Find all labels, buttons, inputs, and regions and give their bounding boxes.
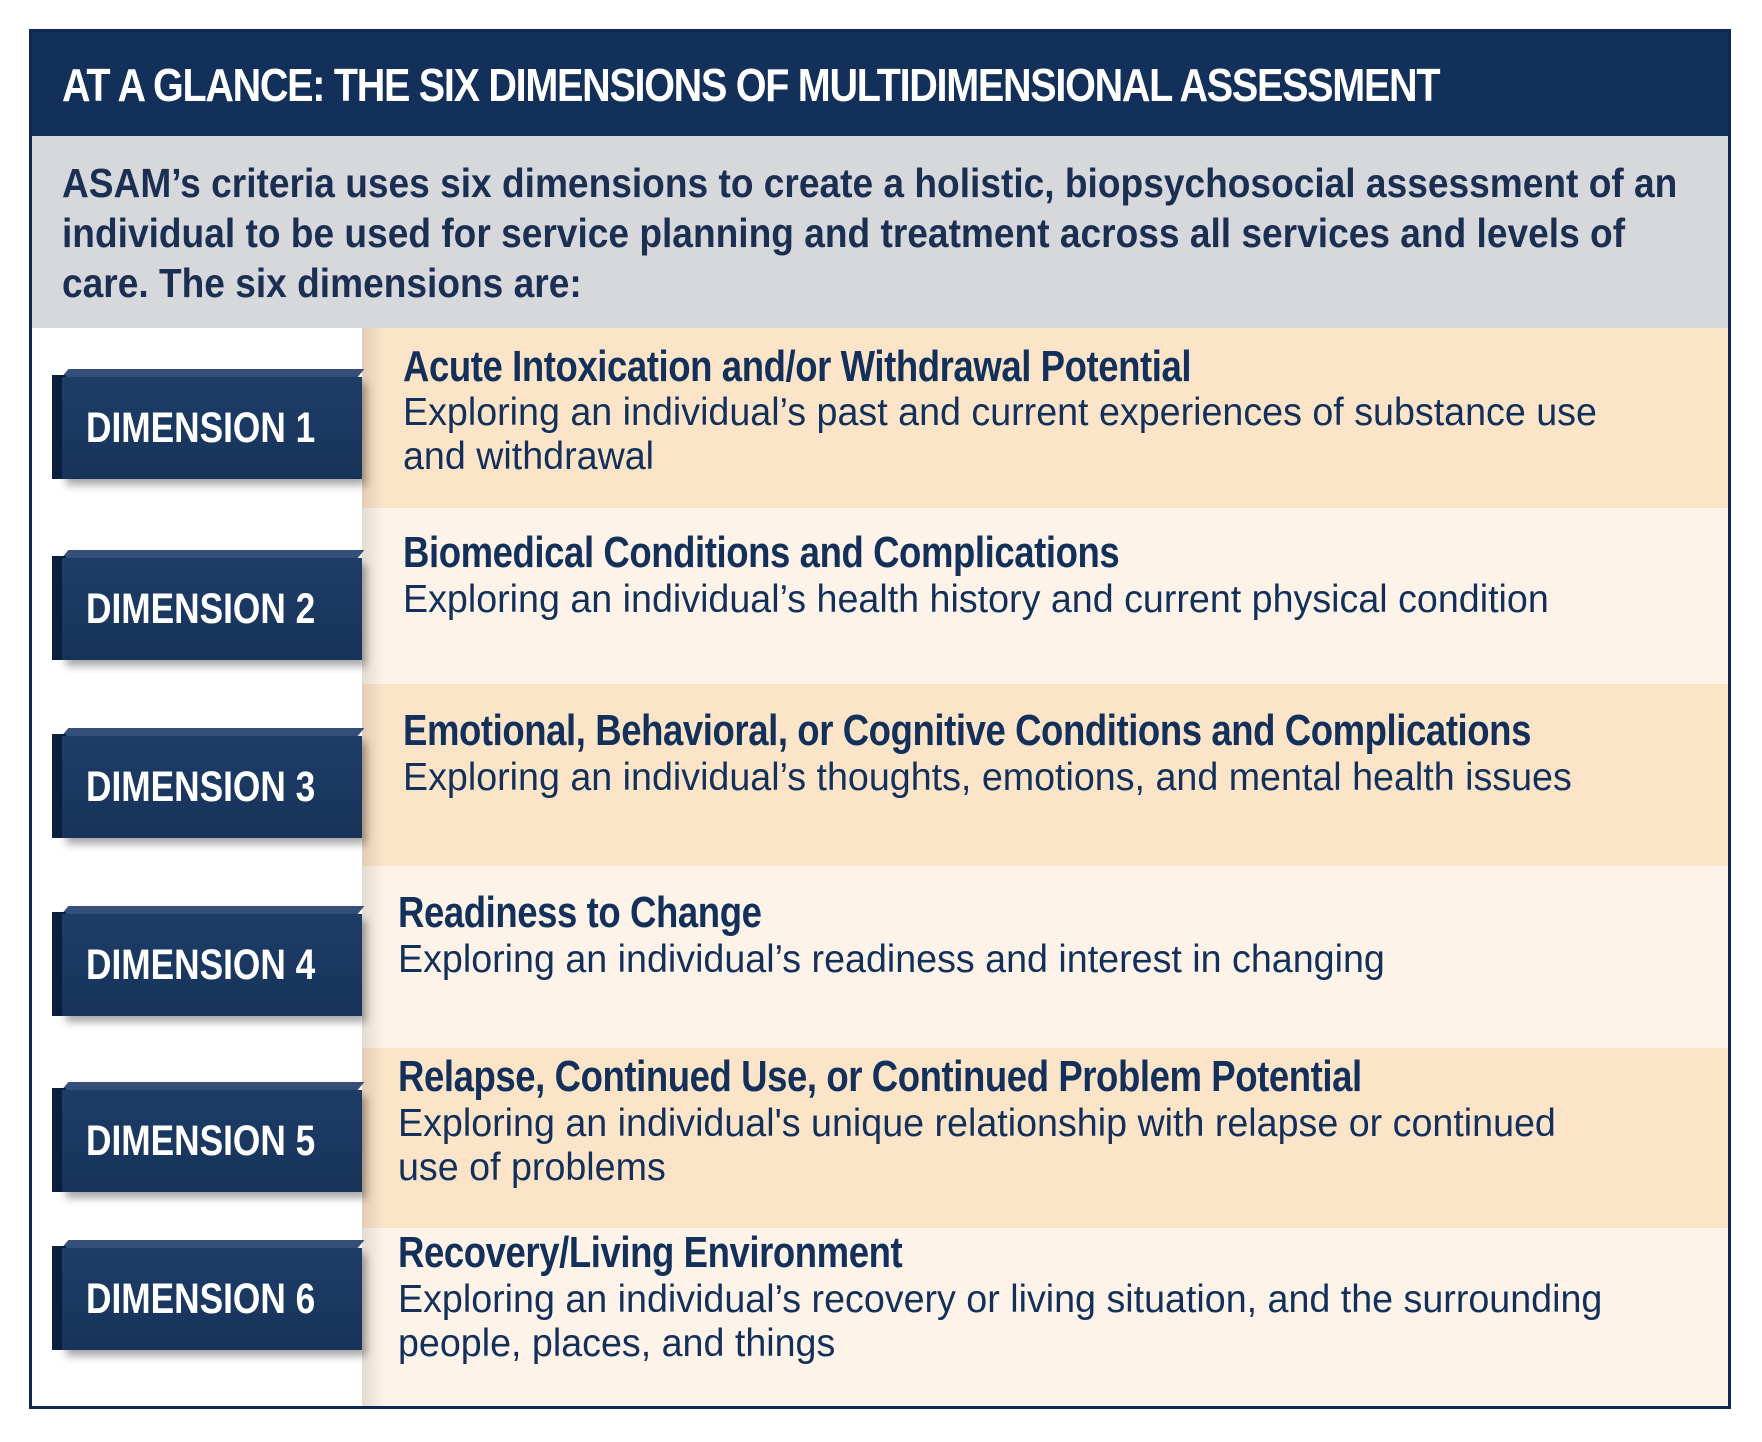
dimension-row-4	[32, 866, 1728, 1048]
dimension-row-5	[32, 1048, 1728, 1228]
dimension-description-2: Exploring an individual’s health history and current physical condition	[403, 578, 1549, 621]
dimension-description-3: Exploring an individual’s thoughts, emotions, and mental health issues	[403, 756, 1572, 799]
dimension-label-6: DIMENSION 6	[86, 1274, 316, 1323]
dimension-row-1	[32, 328, 1728, 508]
dimension-label-3: DIMENSION 3	[86, 762, 316, 811]
page-title: AT A GLANCE: THE SIX DIMENSIONS OF MULTIDIMENSIONAL ASSESSMENT	[62, 59, 1440, 111]
dimension-label-4: DIMENSION 4	[86, 940, 316, 989]
dimension-badge-1	[52, 369, 364, 481]
title-bar	[32, 32, 1728, 136]
dimension-title-1: Acute Intoxication and/or Withdrawal Potential	[403, 342, 1192, 391]
dimension-row-6	[32, 1228, 1728, 1409]
dimension-row-3	[32, 684, 1728, 866]
dimension-badge-2	[52, 550, 364, 662]
dimension-title-5: Relapse, Continued Use, or Continued Problem Potential	[398, 1052, 1362, 1101]
dimension-title-6: Recovery/Living Environment	[398, 1228, 903, 1277]
intro-text: ASAM’s criteria uses six dimensions to create a holistic, biopsychosocial assessment of an individual to be used for service planning and treatment across all services and levels of care. The six dimensions are:	[62, 160, 1678, 306]
intro-box	[32, 136, 1728, 328]
dimension-label-1: DIMENSION 1	[86, 403, 316, 452]
dimension-badge-5	[52, 1082, 364, 1194]
dimension-label-5: DIMENSION 5	[86, 1116, 316, 1165]
dimension-description-6: Exploring an individual’s recovery or living situation, and the surrounding people, places, and things	[398, 1278, 1603, 1365]
dimension-badge-4	[52, 906, 364, 1018]
dimension-title-2: Biomedical Conditions and Complications	[403, 528, 1120, 577]
dimension-title-3: Emotional, Behavioral, or Cognitive Conditions and Complications	[403, 706, 1531, 755]
dimension-badge-3	[52, 728, 364, 840]
dimension-row-2	[32, 508, 1728, 684]
dimension-label-2: DIMENSION 2	[86, 584, 316, 633]
infographic-frame	[29, 29, 1731, 1409]
dimension-badge-6	[52, 1240, 364, 1352]
dimension-title-4: Readiness to Change	[398, 888, 762, 937]
dimension-description-5: Exploring an individual's unique relationship with relapse or continued use of problems	[398, 1102, 1556, 1189]
dimension-description-1: Exploring an individual’s past and current experiences of substance use and withdrawal	[403, 391, 1597, 478]
dimension-description-4: Exploring an individual’s readiness and interest in changing	[398, 938, 1385, 981]
